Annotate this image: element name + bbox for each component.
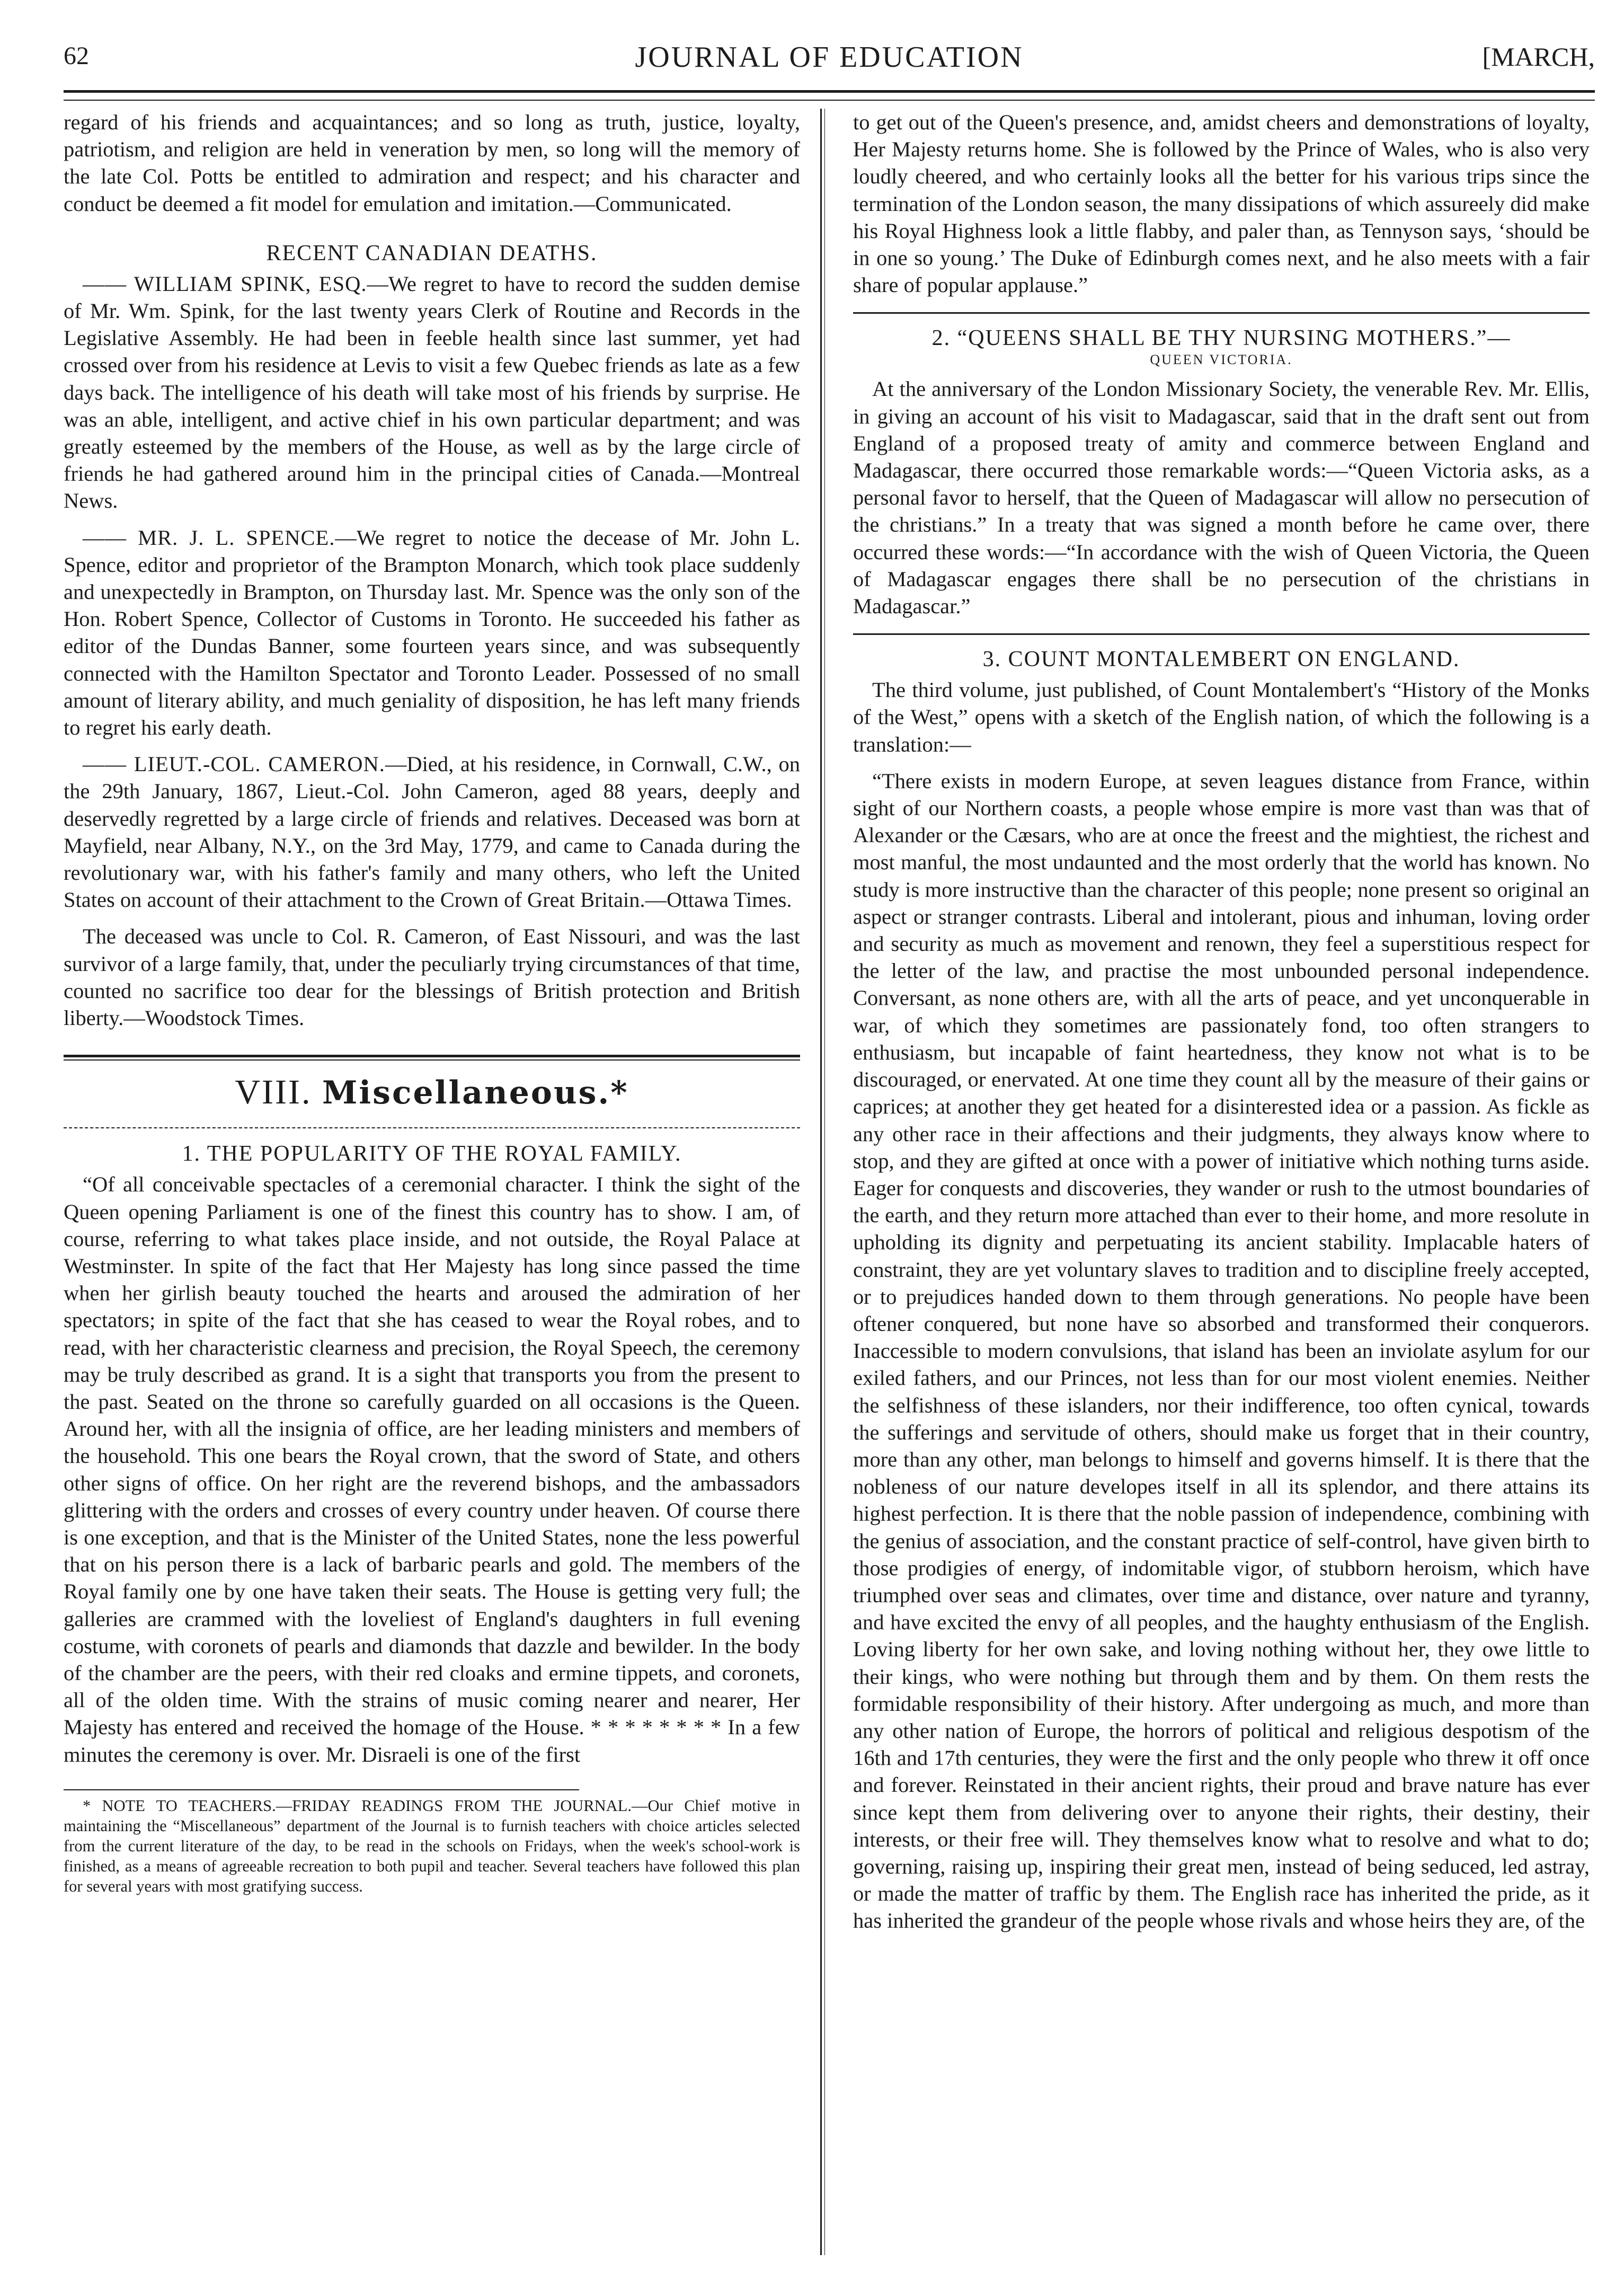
column-divider (820, 109, 822, 2255)
column-divider-thin (824, 109, 825, 2255)
montalembert-intro: The third volume, just published, of Count Montalembert's “History of the Monks of the West,” opens with a sketch of the English nation, of which the following is a translation:— (853, 678, 1590, 756)
section-heading (64, 1072, 800, 1112)
section-rule-thin (64, 1059, 800, 1061)
cameron-obituary (64, 750, 800, 913)
page-header (64, 21, 1595, 90)
section-number: VIII. (235, 1073, 312, 1112)
royal-family-continued: to get out of the Queen's presence, and, amidst cheers and demonstrations of loyalty, Her Majesty returns home. She is followed by the Prince of Wales, who is also very loudly cheered, and who certainly looks all the better for his various trips since the termination of the London season, the many dissipations of which assureely did make his Royal Highness look a little flabby, and paler than, as Tennyson says, ‘should be in one so young.’ The Duke of Edinburgh comes next, and he also meets with a fair share of popular applause.” (853, 110, 1590, 297)
section-title: Miscellaneous.* (322, 1074, 629, 1112)
header-rule-thick (64, 90, 1595, 93)
spence-name: —— MR. J. L. SPENCE. (83, 525, 335, 550)
journal-title: JOURNAL OF EDUCATION (635, 41, 1024, 74)
queens-text: At the anniversary of the London Missionary Society, the venerable Rev. Mr. Ellis, in giving an account of his visit to Madagascar, said that in the draft sent out from England of a proposed treaty of amity and commerce between England and Madagascar, there occurred those remarkable words:—“Queen Victoria asks, as a personal favor to herself, that the Queen of Madagascar will allow no persecution of the christians.” In a treaty that was signed a month before he came over, there occurred these words:—“In accordance with the wish of Queen Victoria, the Queen of Madagascar engages there shall be no persecution of the christians in Madagascar.” (853, 377, 1590, 619)
cameron-name: —— LIEUT.-COL. CAMERON. (83, 752, 385, 776)
spink-obituary (64, 270, 800, 515)
spence-text: —We regret to notice the decease of Mr. John L. Spence, editor and proprietor of the Brampton Monarch, which took place suddenly and unexpectedly in Brampton, on Thursday last. Mr. Spence was the only son of the Hon. Robert Spence, Collector of Customs in Toronto. He succeeded his father as editor of the Dundas Banner, some fourteen years since, and was subsequently connected with the Hamilton Spectator and Toronto Leader. Possessed of no small amount of literary ability, and much geniality of disposition, he has left many friends to regret his early death. (64, 525, 800, 740)
right-column (853, 109, 1590, 1944)
article-rule-2 (853, 633, 1590, 635)
cameron-text: —Died, at his residence, in Cornwall, C.W., on the 29th January, 1867, Lieut.-Col. John Cameron, aged 88 years, deeply and deservedly regretted by a large circle of friends and relatives. Deceased was born at Mayfield, near Albany, N.Y., on the 3rd May, 1779, and came to Canada during the revolutionary war, with his father's family and many others, who left the United States on account of their attachment to the Crown of Great Britain.—Ottawa Times. (64, 752, 801, 912)
left-column (64, 109, 800, 1896)
royal-family-heading: 1. THE POPULARITY OF THE ROYAL FAMILY. (182, 1142, 682, 1167)
footnote-rule (64, 1789, 579, 1790)
montalembert-heading: 3. COUNT MONTALEMBERT ON ENGLAND. (982, 647, 1460, 672)
section-rule-thick (64, 1055, 800, 1057)
section-ornament-rule (64, 1122, 800, 1128)
potts-conclusion: regard of his friends and acquaintances; and so long as truth, justice, loyalty, patriotism, and religion are held in veneration by men, so long will the memory of the late Col. Potts be entitled to admiration and respect; and his character and conduct be deemed a fit model for emulation and imitation.—Communicated. (64, 110, 800, 216)
spink-text: —We regret to have to record the sudden demise of Mr. Wm. Spink, for the last twenty years Clerk of Routine and Records in the Legislative Assembly. He had been in feeble health since last summer, yet had crossed over from his residence at Levis to visit a few Quebec friends as late as a few days back. The intelligence of his death will take most of his friends by surprise. He was an able, intelligent, and active chief in his own particular department; and was greatly esteemed by the members of the House, as well as by the large circle of friends he had gathered around him in the principal cities of Canada.—Montreal News. (64, 271, 801, 513)
page-number: 62 (64, 42, 89, 70)
montalembert-text: “There exists in modern Europe, at seven leagues distance from France, within sight of our Northern coasts, a people whose empire is more vast than was that of Alexander or the Cæsars, who are at once the freest and the mightiest, the richest and most manful, the most undaunted and the most orderly that the world has known. No study is more instructive than the character of this people; none present so original an aspect or stranger contrasts. Liberal and intolerant, pious and inhuman, loving order and security as much as movement and renown, they feel a superstitious respect for the letter of the law, and practise the most unbounded personal independence. Conversant, as none others are, with all the arts of peace, and yet unconquerable in war, of which they sometimes are passionately fond, too often strangers to enthusiasm, but incapable of faint heartedness, they know not what is to be discouraged, or enervated. At one time they count all by the measure of their gains or caprices; at another they get heated for a disinterested idea or a passion. As fickle as any other race in their affections and their judgments, they always know where to stop, and they are gifted at once with a power of initiative which nothing turns aside. Eager for conquests and discoveries, they wander or rush to the utmost boundaries of the earth, and they return more attached than ever to their home, and more resolute in upholding its dignity and perpetuating its ancient stability. Implacable haters of constraint, they are yet voluntary slaves to tradition and to discipline freely accepted, or to prejudices handed down to them through generations. No people have been oftener conquered, but none have so absorbed and transformed their conquerors. Inaccessible to modern convulsions, that island has been an inviolate asylum for our exiled fathers, and our Princes, not less than for our most violent enemies. Neither the selfishness of these islanders, nor their indifference, too often cynical, towards the sufferings and servitude of others, should make us forget that in their country, more than any other, man belongs to himself and governs himself. It is there that the nobleness of our nature developes itself in all its splendor, and there attains its highest perfection. It is there that the noble passion of independence, combining with the genius of association, and the constant practice of self-control, have given birth to those prodigies of energy, of indomitable vigor, of stubborn heroism, which have triumphed over seas and climates, over time and distance, over nature and tyranny, and have excited the envy of all peoples, and the haughty enthusiasm of the English. Loving liberty for her own sake, and loving nothing without her, they owe little to their kings, who were nothing but through them and by them. On them rests the formidable responsibility of their history. After undergoing as much, and more than any other nation of Europe, the horrors of political and religious despotism of the 16th and 17th centuries, they were the first and the only people who threw it off once and forever. Reinstated in their ancient rights, their proud and brave nature has ever since kept them from delivering over to anyone their rights, their destiny, their interests, or their free will. They themselves know what to resolve and what to do; governing, raising up, inspiring their great men, instead of being seduced, led astray, or made the matter of traffic by them. The English race has inherited the pride, as it has inherited the grandeur of the people whose rivals and whose heirs they are, of the (853, 768, 1590, 1933)
queens-heading: 2. “QUEENS SHALL BE THY NURSING MOTHERS.”— (931, 326, 1511, 351)
header-rule-thin (64, 100, 1595, 101)
queens-subheading: QUEEN VICTORIA. (1150, 352, 1293, 368)
header-month: [MARCH, (1482, 42, 1595, 72)
article-rule-1 (853, 312, 1590, 314)
recent-deaths-heading: RECENT CANADIAN DEATHS. (266, 241, 598, 266)
spink-name: —— WILLIAM SPINK, ESQ. (83, 271, 367, 296)
spence-obituary (64, 524, 800, 741)
cameron-obituary-continued: The deceased was uncle to Col. R. Cameron, of East Nissouri, and was the last survivor of a large family, that, under the peculiarly trying circumstances of that time, counted no sacrifice too dear for the blessings of British protection and British liberty.—Woodstock Times. (64, 924, 800, 1030)
footnote: * NOTE TO TEACHERS.—FRIDAY READINGS FROM THE JOURNAL.—Our Chief motive in maintaining the “Miscellaneous” department of the Journal is to furnish teachers with choice articles selected from the current literature of the day, to be read in the schools on Fridays, when the week's school-work is finished, as a means of agreeable recreation to both pupil and teacher. Several teachers have followed this plan for several years with most gratifying success. (64, 1796, 800, 1895)
royal-family-text: “Of all conceivable spectacles of a ceremonial character. I think the sight of the Queen opening Parliament is one of the finest this country has to show. I am, of course, referring to what takes place inside, and not outside, the Royal Palace at Westminster. In spite of the fact that Her Majesty has long since passed the time when her girlish beauty touched the hearts and aroused the admiration of her spectators; in spite of the fact that she has ceased to wear the Royal robes, and to read, with her characteristic clearness and precision, the Royal Speech, the ceremony may be truly described as grand. It is a sight that transports you from the present to the past. Seated on the throne so carefully guarded on all occasions is the Queen. Around her, with all the insignia of office, are her leading ministers and members of the household. This one bears the Royal crown, that the sword of State, and others other signs of office. On her right are the reverend bishops, and the ambassadors glittering with the orders and crosses of every country under heaven. Of course there is one exception, and that is the Minister of the United States, none the less powerful that on his person there is a lack of barbaric pearls and gold. The members of the Royal family one by one have taken their seats. The House is getting very full; the galleries are crammed with the loveliest of England's daughters in full evening costume, with coronets of pearls and diamonds that dazzle and bewilder. In the body of the chamber are the peers, with their red cloaks and ermine tippets, and coronets, all of the olden time. With the strains of music coming nearer and nearer, Her Majesty has entered and received the homage of the House. * * * * * * * * In a few minutes the ceremony is over. Mr. Disraeli is one of the first (64, 1172, 800, 1766)
